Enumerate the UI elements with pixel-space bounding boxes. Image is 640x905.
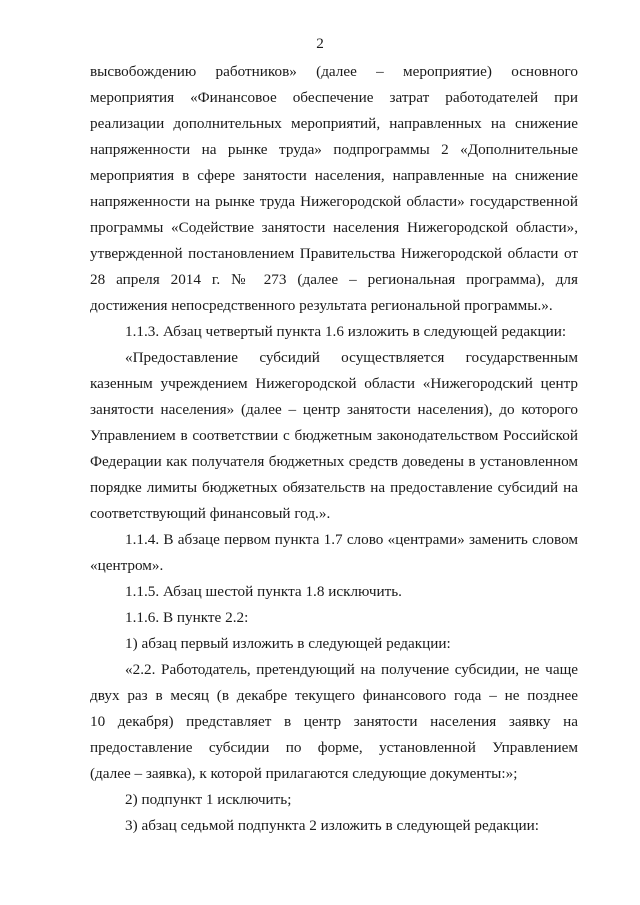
- paragraph-1-1-3: [90, 319, 578, 345]
- text-line: «Предоставление субсидий осуществляется государственным: [125, 349, 578, 366]
- text-line: предоставление субсидии по форме, установленной Управлением: [90, 739, 578, 756]
- text-line: 3) абзац седьмой подпункта 2 изложить в следующей редакции:: [125, 817, 539, 834]
- text-line: 1) абзац первый изложить в следующей редакции:: [125, 635, 451, 652]
- paragraph-1-1-4: [90, 527, 578, 579]
- text-line: 10 декабря) представляет в центр занятости населения заявку на: [90, 713, 578, 730]
- text-line: программы «Содействие занятости населения Нижегородской области»,: [90, 219, 578, 236]
- document-body: [90, 59, 578, 839]
- text-line: «2.2. Работодатель, претендующий на получение субсидии, не чаще: [125, 661, 578, 678]
- text-line: порядке лимиты бюджетных обязательств на предоставление субсидий на: [90, 479, 578, 496]
- text-line: занятости населения» (далее – центр занятости населения), до которого: [90, 401, 578, 418]
- text-line: напряженности на рынке труда Нижегородской области» государственной: [90, 193, 578, 210]
- paragraph-continuation: [90, 59, 578, 319]
- paragraph-item-3: [90, 813, 578, 839]
- page-number: 2: [316, 35, 324, 52]
- paragraph-1-1-5: [90, 579, 578, 605]
- text-line: 1.1.6. В пункте 2.2:: [125, 609, 249, 626]
- text-line: мероприятия «Финансовое обеспечение затрат работодателей при: [90, 89, 578, 106]
- text-line: утвержденной постановлением Правительства Нижегородской области от: [90, 245, 578, 262]
- text-line: высвобождению работников» (далее – мероприятие) основного: [90, 63, 578, 80]
- paragraph-quoted-provision: [90, 345, 578, 527]
- text-line: 28 апреля 2014 г. № 273 (далее – региональная программа), для: [90, 271, 578, 288]
- text-line: 2) подпункт 1 исключить;: [125, 791, 292, 808]
- text-line: двух раз в месяц (в декабре текущего финансового года – не позднее: [90, 687, 578, 704]
- text-line: Федерации как получателя бюджетных средств доведены в установленном: [90, 453, 578, 470]
- paragraph-item-2: [90, 787, 578, 813]
- text-line: Управлением в соответствии с бюджетным законодательством Российской: [90, 427, 578, 444]
- text-line: напряженности на рынке труда» подпрограммы 2 «Дополнительные: [90, 141, 578, 158]
- text-line: казенным учреждением Нижегородской области «Нижегородский центр: [90, 375, 578, 392]
- text-line: реализации дополнительных мероприятий, направленных на снижение: [90, 115, 578, 132]
- paragraph-item-1: [90, 631, 578, 657]
- text-line: 1.1.5. Абзац шестой пункта 1.8 исключить.: [125, 583, 402, 600]
- text-line: соответствующий финансовый год.».: [90, 505, 331, 522]
- text-line: «центром».: [90, 557, 164, 574]
- paragraph-1-1-6: [90, 605, 578, 631]
- text-line: 1.1.3. Абзац четвертый пункта 1.6 изложить в следующей редакции:: [125, 323, 567, 340]
- text-line: достижения непосредственного результата региональной программы.».: [90, 297, 553, 314]
- text-line: 1.1.4. В абзаце первом пункта 1.7 слово «центрами» заменить словом: [125, 531, 578, 548]
- text-line: мероприятия в сфере занятости населения, направленные на снижение: [90, 167, 578, 184]
- paragraph-quoted-2-2: [90, 657, 578, 787]
- text-line: (далее – заявка), к которой прилагаются следующие документы:»;: [90, 765, 518, 782]
